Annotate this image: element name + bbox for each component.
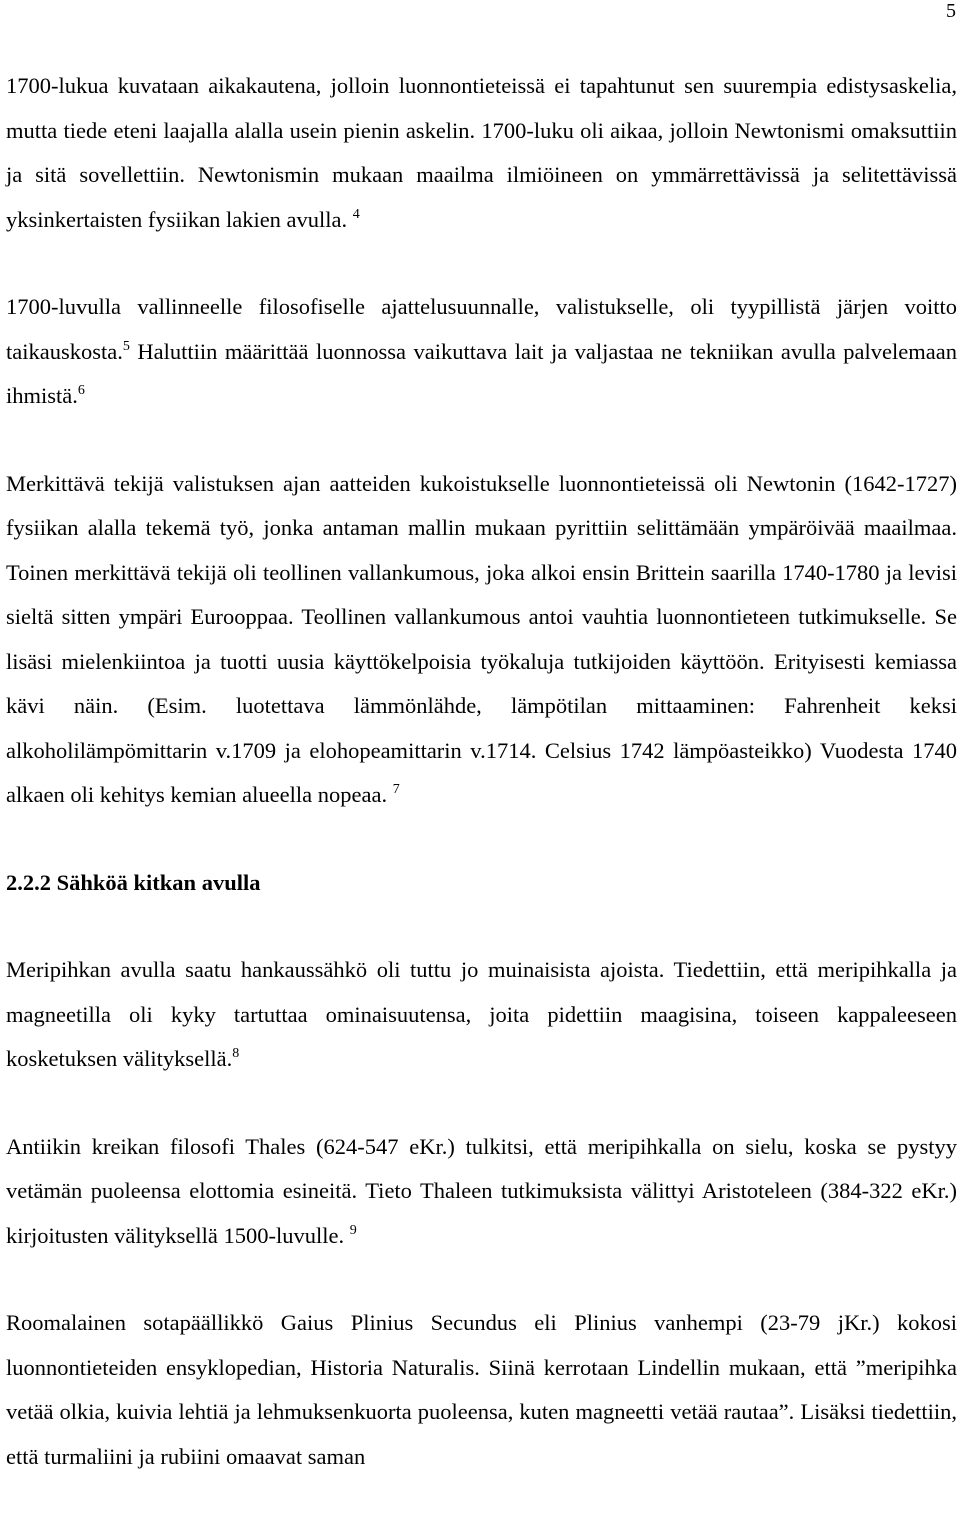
- paragraph-enlightenment: [6, 285, 957, 419]
- paragraph-text: Haluttiin määrittää luonnossa vaikuttava lait ja valjastaa ne tekniikan avulla palvelemaan ihmistä.: [6, 338, 957, 408]
- paragraph-text: Antiikin kreikan filosofi Thales (624-547 eKr.) tulkitsi, että meripihkalla on sielu, koska se pystyy vetämän puoleensa elottomia esineitä. Tieto Thaleen tutkimuksista välittyi Aristoteleen (384-322 eKr.) kirjoitusten välityksellä 1500-luvulle.: [6, 1133, 957, 1248]
- paragraph-plinius: Roomalainen sotapäällikkö Gaius Plinius Secundus eli Plinius vanhempi (23-79 jKr.) kokosi luonnontieteiden ensyklopedian, Historia Naturalis. Siinä kerrotaan Lindellin mukaan, että ”meripihka vetää olkia, kuivia lehtiä ja lehmuksenkuorta puoleensa, kuten magneetti vetää rautaa”. Lisäksi tiedettiin, että turmaliini ja rubiini omaavat saman: [6, 1310, 957, 1469]
- footnote-marker: 9: [349, 1222, 357, 1238]
- paragraph-text: 1700-luvulla vallinneelle filosofiselle ajattelusuunnalle, valistukselle, oli tyypillistä järjen voitto taikauskosta.: [6, 294, 957, 364]
- page-number: 5: [946, 0, 956, 22]
- footnote-marker: 4: [352, 206, 360, 222]
- paragraph-text: Merkittävä tekijä valistuksen ajan aatteiden kukoistukselle luonnontieteissä oli Newtonin (1642-1727) fysiikan alalla tekemä työ, jonka antaman mallin mukaan pyrittiin selittämään ympäröivää maailmaa. Toinen merkittävä tekijä oli teollinen vallankumous, joka alkoi ensin Brittein saarilla 1740-1780 ja levisi sieltä sitten ympäri Eurooppaa. Teollinen vallankumous antoi vauhtia luonnontieteen tutkimukselle. Se lisäsi mielenkiintoa ja tuotti uusia käyttökelpoisia työkaluja tutkijoiden käyttöön. Erityisesti kemiassa kävi näin. (Esim. luotettava lämmönlähde, lämpötilan mittaaminen: Fahrenheit keksi alkoholilämpömittarin v.1709 ja elohopeamittarin v.1714. Celsius 1742 lämpöasteikko) Vuodesta 1740 alkaen oli kehitys kemian alueella nopeaa.: [6, 470, 957, 807]
- document-body: [6, 64, 957, 1479]
- paragraph-text: 1700-lukua kuvataan aikakautena, jolloin luonnontieteissä ei tapahtunut sen suurempia edistysaskelia, mutta tiede eteni laajalla alalla usein pienin askelin. 1700-luku oli aikaa, jolloin Newtonismi omaksuttiin ja sitä sovellettiin. Newtonismin mukaan maailma ilmiöineen on ymmärrettävissä ja selitettävissä yksinkertaisten fysiikan lakien avulla.: [6, 73, 957, 232]
- section-heading: 2.2.2 Sähköä kitkan avulla: [6, 869, 261, 895]
- paragraph-text: Meripihkan avulla saatu hankaussähkö oli tuttu jo muinaisista ajoista. Tiedettiin, että meripihkalla ja magneetilla oli kyky tartuttaa ominaisuutensa, joita pidettiin maagisina, toiseen kappaleeseen kosketuksen välityksellä.: [6, 957, 957, 1071]
- paragraph-amber: [6, 948, 957, 1082]
- footnote-marker: 7: [392, 782, 400, 797]
- footnote-marker: 6: [77, 383, 85, 398]
- paragraph-newtonism: [6, 64, 957, 242]
- paragraph-industrial-revolution: [6, 462, 957, 818]
- footnote-marker: 5: [122, 338, 130, 354]
- footnote-marker: 8: [232, 1046, 240, 1061]
- paragraph-thales: [6, 1125, 957, 1259]
